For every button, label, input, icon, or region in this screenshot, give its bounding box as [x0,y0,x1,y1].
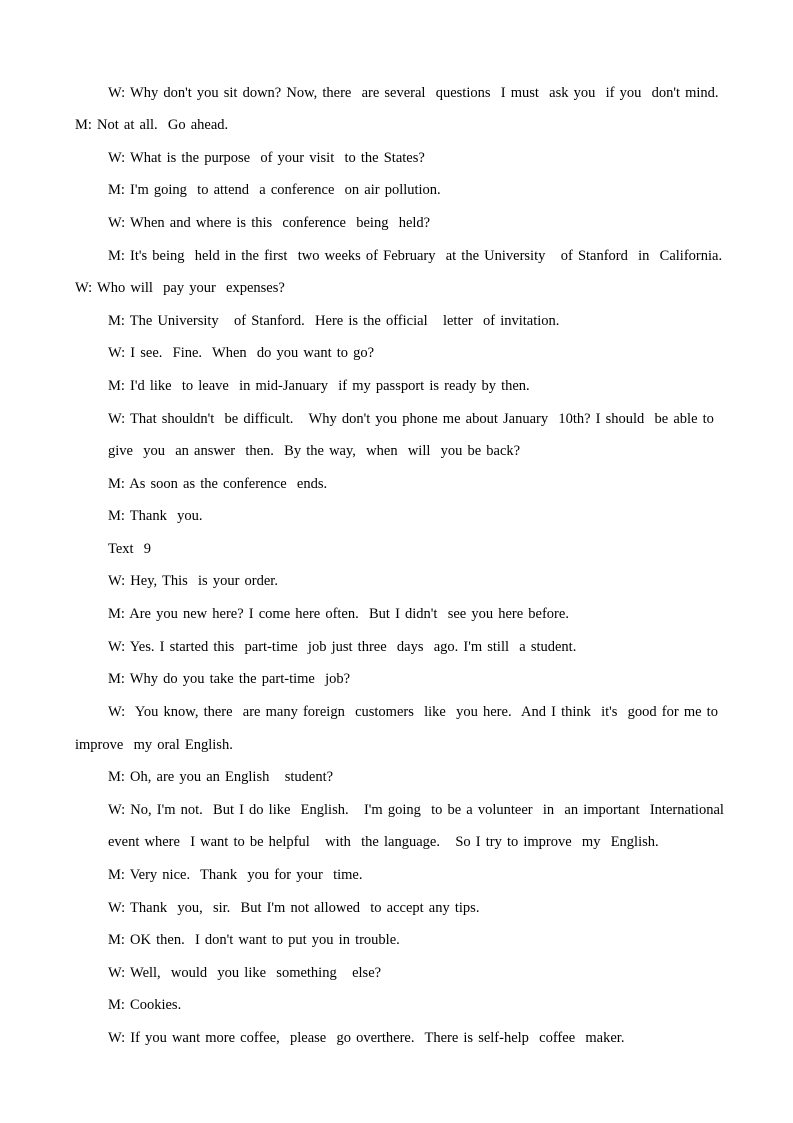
dialogue-line: W: You know, there are many foreign customers like you here. And I think it's good for me to [108,704,718,720]
dialogue-line: M: Why do you take the part-time job? [108,671,351,687]
dialogue-line: M: I'm going to attend a conference on air pollution. [108,182,441,198]
dialogue-line: M: It's being held in the first two weeks of February at the University of Stanford in California. [108,248,723,264]
dialogue-line: W: That shouldn't be difficult. Why don't you phone me about January 10th? I should be able to [108,411,714,427]
dialogue-line: event where I want to be helpful with the language. So I try to improve my English. [108,834,659,850]
dialogue-line: W: No, I'm not. But I do like English. I'm going to be a volunteer in an important International [108,802,724,818]
section-heading: Text 9 [108,541,152,557]
dialogue-line: W: Thank you, sir. But I'm not allowed to accept any tips. [108,900,480,916]
dialogue-line: M: Very nice. Thank you for your time. [108,867,363,883]
dialogue-line: M: Are you new here? I come here often. But I didn't see you here before. [108,606,569,622]
dialogue-line: W: When and where is this conference being held? [108,215,431,231]
dialogue-line: give you an answer then. By the way, when will you be back? [108,443,521,459]
dialogue-line: M: OK then. I don't want to put you in trouble. [108,932,400,948]
dialogue-line: M: Not at all. Go ahead. [75,117,229,133]
dialogue-line: W: Why don't you sit down? Now, there are several questions I must ask you if you don't mind. [108,85,719,101]
dialogue-line: W: I see. Fine. When do you want to go? [108,345,375,361]
dialogue-line: W: What is the purpose of your visit to the States? [108,150,425,166]
dialogue-line: M: Cookies. [108,997,182,1013]
dialogue-line: W: Who will pay your expenses? [75,280,285,296]
dialogue-line: W: Yes. I started this part-time job just three days ago. I'm still a student. [108,639,577,655]
dialogue-line: M: As soon as the conference ends. [108,476,328,492]
dialogue-line: W: Well, would you like something else? [108,965,382,981]
dialogue-line: improve my oral English. [75,737,233,753]
dialogue-line: M: Oh, are you an English student? [108,769,334,785]
dialogue-line: M: Thank you. [108,508,203,524]
dialogue-line: W: Hey, This is your order. [108,573,278,589]
dialogue-line: W: If you want more coffee, please go overthere. There is self-help coffee maker. [108,1030,625,1046]
dialogue-line: M: I'd like to leave in mid-January if my passport is ready by then. [108,378,530,394]
dialogue-line: M: The University of Stanford. Here is the official letter of invitation. [108,313,560,329]
